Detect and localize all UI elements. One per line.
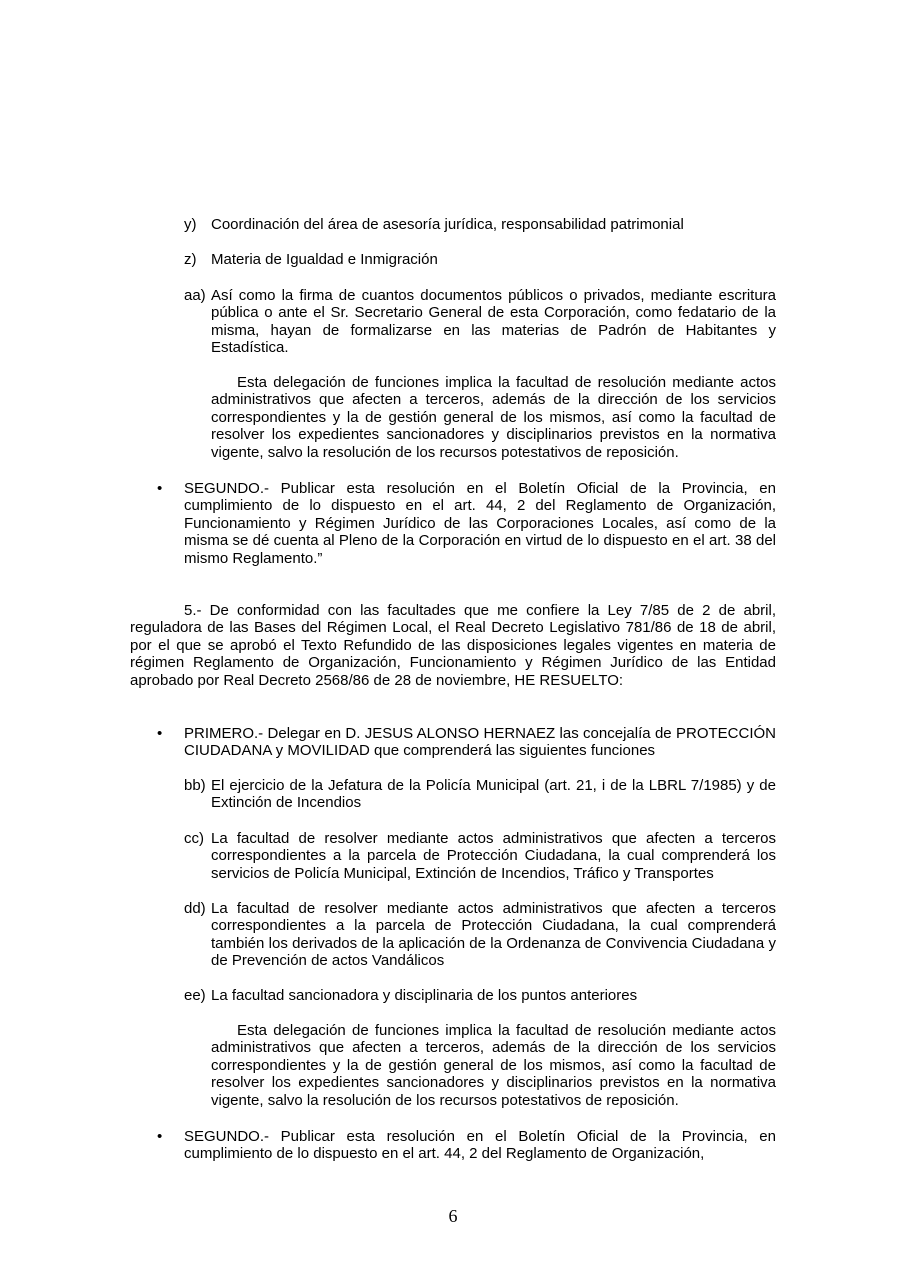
page-number: 6 bbox=[448, 1206, 458, 1226]
item-label-dd: dd) bbox=[184, 900, 206, 917]
item-label-aa: aa) bbox=[184, 287, 206, 304]
item-text-ee: La facultad sancionadora y disciplinaria de los puntos anteriores bbox=[211, 987, 638, 1004]
bullet-primero: • bbox=[157, 725, 163, 742]
item-label-ee: ee) bbox=[184, 987, 206, 1004]
item-label-bb: bb) bbox=[184, 777, 206, 794]
bullet-segundo-1: • bbox=[157, 480, 163, 497]
item-text-cc: La facultad de resolver mediante actos administrativos que afecten a terceros correspondientes a la parcela de Protección Ciudadana, la cual comprenderá los servicios de Policía Municipal, Extinción de Incendios, Tráfico y Transportes bbox=[211, 830, 776, 882]
bullet-segundo-2: • bbox=[157, 1128, 163, 1145]
delegation-paragraph-2: Esta delegación de funciones implica la facultad de resolución mediante actos administrativos que afecten a terceros, además de la dirección de los servicios correspondientes y la de gestión general de los mismos, así como la facultad de resolver los expedientes sancionadores y disciplinarios previstos en la normativa vigente, salvo la resolución de los recursos potestativos de reposición. bbox=[211, 1022, 776, 1109]
item-text-z: Materia de Igualdad e Inmigración bbox=[211, 251, 438, 268]
item-label-z: z) bbox=[184, 251, 197, 268]
paragraph-5: 5.- De conformidad con las facultades que me confiere la Ley 7/85 de 2 de abril, reguladora de las Bases del Régimen Local, el Real Decreto Legislativo 781/86 de 18 de abril, por el que se aprobó el Texto Refundido de las disposiciones legales vigentes en materia de régimen Reglamento de Organización, Funcionamiento y Régimen Jurídico de las Entidad aprobado por Real Decreto 2568/86 de 28 de noviembre, HE RESUELTO: bbox=[130, 602, 776, 689]
item-text-dd: La facultad de resolver mediante actos administrativos que afecten a terceros correspondientes a la parcela de Protección Ciudadana, la cual comprenderá también los derivados de la aplicación de la Ordenanza de Convivencia Ciudadana y de Prevención de actos Vandálicos bbox=[211, 900, 776, 970]
item-label-cc: cc) bbox=[184, 830, 204, 847]
delegation-paragraph-1: Esta delegación de funciones implica la facultad de resolución mediante actos administrativos que afecten a terceros, además de la dirección de los servicios correspondientes y la de gestión general de los mismos, así como la facultad de resolver los expedientes sancionadores y disciplinarios previstos en la normativa vigente, salvo la resolución de los recursos potestativos de reposición. bbox=[211, 374, 776, 461]
item-text-y: Coordinación del área de asesoría jurídica, responsabilidad patrimonial bbox=[211, 216, 684, 233]
item-text-aa: Así como la firma de cuantos documentos públicos o privados, mediante escritura pública o ante el Sr. Secretario General de esta Corporación, como fedatario de la misma, hayan de formalizarse en las materias de Padrón de Habitantes y Estadística. bbox=[211, 287, 776, 357]
item-text-bb: El ejercicio de la Jefatura de la Policía Municipal (art. 21, i de la LBRL 7/1985) y de Extinción de Incendios bbox=[211, 777, 776, 812]
segundo-paragraph-2: SEGUNDO.- Publicar esta resolución en el Boletín Oficial de la Provincia, en cumplimiento de lo dispuesto en el art. 44, 2 del Reglamento de Organización, bbox=[184, 1128, 776, 1163]
segundo-paragraph-1: SEGUNDO.- Publicar esta resolución en el Boletín Oficial de la Provincia, en cumplimiento de lo dispuesto en el art. 44, 2 del Reglamento de Organización, Funcionamiento y Régimen Jurídico de las Corporaciones Locales, así como de la misma se dé cuenta al Pleno de la Corporación en virtud de lo dispuesto en el art. 38 del mismo Reglamento.” bbox=[184, 480, 776, 567]
primero-paragraph: PRIMERO.- Delegar en D. JESUS ALONSO HERNAEZ las concejalía de PROTECCIÓN CIUDADANA y MOVILIDAD que comprenderá las siguientes funciones bbox=[184, 725, 776, 760]
item-label-y: y) bbox=[184, 216, 197, 233]
